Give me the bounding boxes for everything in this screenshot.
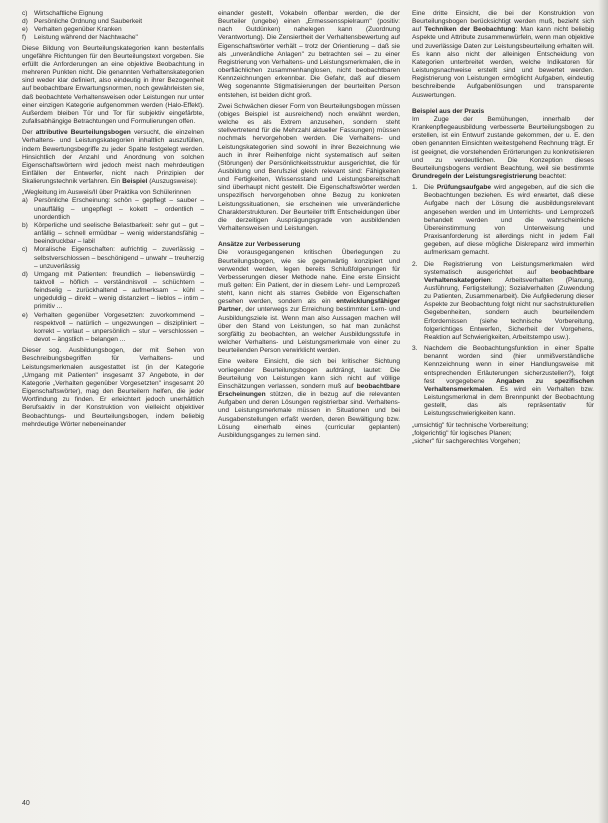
- page-fold-shadow: [598, 0, 608, 823]
- bold-term: Beispiel: [122, 178, 148, 186]
- list-item: [22, 197, 204, 221]
- section-heading: Beispiel aus der Praxis: [412, 107, 485, 115]
- bold-term: entwicklungsfähiger Partner: [218, 298, 400, 314]
- paragraph: einander gestellt, Vokabeln offenbar werden, die der Beurteiler (ungebe) einen „Ermessensspielraum" (positiv: nach Gutdünken) nahelegen kann (Zuordnung Verantwortung). Die Zensiertheit der Verhaltensbewertung auf Eigenschaftswörter verhält – trotz der Orientierung – daß sie als „unverändliche Anlagen" zu betrachten sei – zu einer Registrierung von Verhaltens- und Leistungsmerkmalen, die in oberflächlichen zusammenhanglosen, nicht beobachtbaren Kennzeichnungen erkennbar. Die Gefahr, daß auf diesem Weg sogenannte Stigmatisierungen der beurteilten Person entstehen, ist beiden dicht groß.: [218, 10, 400, 99]
- bold-term: Prüfungsaufgabe: [436, 184, 492, 192]
- list-marker: c): [22, 10, 28, 17]
- list-text: [424, 345, 594, 418]
- list-text: Persönliche Erscheinung: schön – gepflegt – sauber – unauffällig – ungepflegt – kokett – ordentlich – unordentlich: [34, 197, 204, 221]
- list-text: Verhalten gegenüber Kranken: [34, 26, 122, 34]
- list-text: Körperliche und seelische Belastbarkeit: sehr gut – gut – anfällig – schnell ermüdbar – wenig widerstandsfähig – beeindruckbar – labil: [34, 221, 204, 246]
- text-span: : Arbeitsverhalten (Planung, Ausführung, Fertigstellung); Sozialverhalten (Zuwendung zu Patienten, Zusammenarbeit). Die Aufgliederung dieser Aspekte zur Beobachtung folgt nicht nur sachstrukturellen Gegebenheiten, sondern auch beurteilendem Erfordernissen (siehe technische Vorbereitung, folgerichtiges Entwerfen, Sicherheit der Vorgehens, Reaktion auf Schwierigkeiten, Arbeitstempo usw.).: [424, 276, 594, 341]
- list-item: [412, 345, 594, 418]
- text-span: wird angegeben, auf die sich die Beobachtungen beziehen. Es wird erwartet, daß diese Aufgabe nach der Lösung die ausbildungsrelevant angesehen werden und im Unterrichts- und Lernprozeß behandelt werden und die wahrscheinliche Übereinstimmung von Unterweisung und Praxisanforderung ist allerdings nicht in jedem Fall gegeben, auf diese mögliche Diskrepanz wird immerhin aufmerksam gemacht.: [424, 184, 594, 257]
- list-marker: c): [22, 246, 28, 254]
- attribute-list: [22, 197, 204, 344]
- list-text: [424, 261, 594, 343]
- text-span: Die: [424, 184, 437, 192]
- text-column-middle: [218, 10, 400, 440]
- list-item: [22, 246, 204, 270]
- list-marker: 2.: [412, 260, 418, 268]
- text-span: , der unterwegs zur Erreichung bestimmter Lern- und Ausbildungsziele ist. Wenn man also Aussagen machen will über den Stand von Leistungen, so hat man zunächst sorgfältig zu beobachten, an welcher Ausbildungsstufe in welcher Verhaltens- und Leistungsmerkmale von einer zu beurteilenden Person verwirklicht werden.: [218, 306, 400, 355]
- paragraph: [22, 129, 204, 186]
- bold-term: beobachtbare Verhaltenskategorien: [424, 268, 594, 284]
- list-marker: b): [22, 221, 28, 229]
- text-span: Die vorausgegangenen kritischen Überlegungen zu Beurteilungsbogen, wie sie gegenwärtig konzipiert und verwendet werden, legen bereits Schlußfolgerungen für Verbesserungen dieser Methode nahe. Eine erste Einsicht muß gelten: Ein Patient, der in diesem Lehr- und Lernprozeß steht, kann nicht als starres Gebilde von Eigenschaften gesehen werden, sondern als ein: [218, 249, 400, 306]
- list-item: [22, 271, 204, 312]
- text-span: stützen, die in bezug auf die relevanten Aufgaben und deren Lösungen registrierbar sind. Verhaltens- und Leistungsmerkmale müssen in Situationen und bei Ausgabenstellungen erfaßt werden, deren Bewältigung bzw. Lösung einerhalb eines (curricular geplanten) Ausbildungsganges zu lernen sind.: [218, 391, 400, 439]
- list-item: [22, 312, 204, 345]
- text-span: versucht, die einzelnen Verhaltens- und Leistungskategorien inhaltlich auszufüllen, indem Bewertungsbegriffe zu jeder Spalte festgelegt werden. Hinsichtlich der Anzahl und Anordnung von solchen Eigenschaftswörtern wird jedoch meist nach mehrdeutigen Einfällen der Entwerfer, nicht nach Prinzipien der Skalierungstechnik verfahren. Ein: [22, 129, 204, 186]
- list-text: Moralische Eigenschaften: aufrichtig – zuverlässig – selbstverschlossen – beschönigend – unwahr – treuherzig – unzuverlässig: [34, 246, 204, 270]
- list-marker: f): [22, 34, 27, 42]
- text-span: Der: [22, 129, 36, 137]
- text-span: beachtet:: [537, 172, 567, 180]
- text-span: Eine dritte Einsicht, die bei der Konstruktion von Beurteilungsbogen berücksichtigt werden muß, bezieht sich auf: [412, 10, 594, 34]
- text-column-left: [22, 10, 204, 429]
- paragraph: [218, 249, 400, 355]
- bold-term: Techniken der Beobachtung: [424, 26, 516, 34]
- list-marker: e): [22, 26, 28, 34]
- text-span: (Auszugsweise):: [147, 178, 198, 186]
- bold-term: beobachtbare Erscheinungen: [218, 382, 400, 399]
- list-text: Wirtschaftliche Eignung: [34, 10, 103, 17]
- list-marker: 3.: [412, 345, 418, 353]
- list-item: [412, 184, 594, 257]
- list-marker: 1.: [412, 184, 418, 192]
- list-marker: d): [22, 270, 28, 278]
- text-column-right: [412, 10, 594, 446]
- paragraph: [218, 358, 400, 440]
- category-list: [22, 10, 204, 43]
- paragraph: Diese Bildung von Beurteilungskategorien kann bestenfalls ungefähre Richtungen für den Beurteilungstext vorgeben. Sie erfüllt die Anforderungen an eine objektive Beobachtung in mehreren Punkten nicht. Die genannten Verhaltenskategorien sind weder klar definiert, also eindeutig in ihrer Bezogenheit auf beobachtbare Erwartungsnormen, noch gewährleisten sie, daß beobachtete Verhaltensweisen oder Leistungen nur unter einer einzigen Kategorie aufgenommen werden (Halo-Effekt). Außerdem bleiben Tür und Tor für subjektiv eingefärbte, zufallsabhängige Betrachtungen und Formulierungen offen.: [22, 44, 204, 126]
- list-marker: a): [22, 197, 28, 205]
- list-item: [412, 261, 594, 343]
- bold-term: attributive Beurteilungsbogen: [35, 129, 131, 137]
- list-item: [22, 222, 204, 246]
- bold-term: Grundregeln der Leistungsregistrierung: [412, 172, 538, 180]
- text-span: . Es wird ein Verhalten bzw. Leistungsmerkmal in dem Brennpunkt der Beobachtung gestellt, das als repräsentativ für Leistungsschwierigkeiten kann.: [424, 385, 594, 418]
- page-number: 40: [22, 800, 30, 807]
- list-item: [22, 18, 204, 26]
- bold-term: Angaben zu spezifischen Verhaltensmerkmalen: [424, 377, 594, 393]
- paragraph: „sicher" für sachgerechtes Vorgehen;: [412, 437, 521, 445]
- text-span: : Man kann nicht beliebig Aspekte und Attribute zusammenwürfeln, wenn man objektive und zuverlässige Daten zur Leistungsbeurteilung erhalten will. Es kann also nicht der alleinigen Entscheidung von Kategorien unterbreitet werden, welche Indikatoren für Leistungsnachweise erstellt sind und bewertet werden. Registrierung von Leistungen ermöglicht Aufgaben, eindeutig beschreibende Aufgabenlösungen und transparente Auswertungen.: [412, 26, 594, 99]
- list-text: Verhalten gegenüber Vorgesetzten: zuvorkommend – respektvoll – natürlich – ungezwungen – diszipliniert – korrekt – vorlaut – unpersönlich – stur – verschlossen – devot – ängstlich – belangen ...: [34, 311, 204, 344]
- list-item: [22, 26, 204, 34]
- text-span: Die Registrierung von Leistungsmerkmalen wird systematisch ausgerichtet auf: [424, 260, 594, 276]
- text-span: Im Zuge der Bemühungen, innerhalb der Krankenpflegeausbildung verbesserte Beurteilungsbogen zu erstellen, ist ein Entwurf zustande gekommen, der u. E. den oben genannten Einsichten weitestgehend Rechnung trägt. Er ist geeignet, die vorstehenden Erörterungen zu konkretisieren und zu verdeutlichen. Die Konzeption dieses Beurteilungsbogens verdient Beachtung, weil sie bestimmte: [412, 115, 594, 172]
- paragraph: Zwei Schwächen dieser Form von Beurteilungsbogen müssen (obiges Beispiel ist ausreichend) noch erwähnt werden, welche es als Extrem anzusehen, sondern steht stellvertretend für die Mehrzahl aktueller Fassungen) müssen nochmals hervorgehoben werden. Die Verhaltens- und Leistungskategorien sind sowohl in ihrer Bezeichnung wie auch in ihrer Reihenfolge nicht systematisch auf seiten (Störungen) der Persönlichkeitsstruktur ausgerichtet, die für Ausbildung und Berufsziel gleich relevant sind: Fähigkeiten und Fertigkeiten, Wissensstand und Leistungsbereitschaft sind überhaupt nicht gestellt. Die Eigenschaftswörter werden unspezifisch hervorgehoben ohne Bezug zu konkreten Leistungssituationen, sie erscheinen wie unveränderliche Charakterstrukturen. Der Beurteiler trifft Entscheidungen über die derzeitigen Ausprägungsgrade von ausbildenden Verhaltensweisen und Leistungen.: [218, 102, 400, 233]
- section-heading: Ansätze zur Verbesserung: [218, 241, 301, 249]
- list-text: Leistung während der Nachtwache": [34, 34, 138, 42]
- paragraph: „umsichtig" für technische Vorbereitung;: [412, 421, 529, 429]
- list-item: [22, 34, 204, 42]
- numbered-list: [412, 184, 594, 418]
- list-marker: e): [22, 311, 28, 319]
- paragraph: [412, 10, 594, 100]
- list-text: Persönliche Ordnung und Sauberkeit: [34, 18, 143, 26]
- list-marker: d): [22, 18, 28, 26]
- text-span: Eine weitere Einsicht, die sich bei kritischer Sichtung vorliegender Beurteilungsbogen aufdrängt, lautet: Die Beurteilung von Leistungen kann sich nicht auf völlige Einschätzungen verlassen, sondern muß auf: [218, 358, 400, 390]
- paragraph: [412, 116, 594, 181]
- paragraph: Dieser sog. Ausbildungsbogen, der mit Sehen von Beschreibungsbegriffen für Verhaltens- und Leistungsmerkmalen ausgestattet ist (in der Kategorie „Umgang mit Patienten" insgesamt 37 Angebote, in der Kategorie „Verhalten gegenüber Vorgesetzten" insgesamt 20 Eigenschaftswörter), mag den Beurteilern helfen, die jeder Wortfindung zu finden. Er erleichtert jedoch unerhältlich Berufsaktiv in der Konstruktion von vielleicht objektiver Beobachtungs- und Beurteilungsbogen, indem beliebig mehrdeutige Wörter nebeneinander: [22, 347, 204, 428]
- paragraph: „folgerichtig" für logisches Planen;: [412, 429, 512, 437]
- list-item: [22, 10, 204, 18]
- list-text: [424, 184, 594, 257]
- text-span: Nachdem die Beobachtungsfunktion in einer Spalte benannt worden sind (hier unmißverständliche Kennzeichnung wenn in einer Handlungsweise mit entsprechenden Erläuterungen sicherzustellen?), folgt fest vorgegebene: [424, 345, 594, 385]
- list-text: Umgang mit Patienten: freundlich – liebenswürdig – taktvoll – höflich – verständnisvoll – schüchtern – feindselig – zurückhaltend – aufmerksam – kühl – ungeduldig – direkt – wenig distanziert – lieblos – intim – primitiv ...: [34, 270, 204, 311]
- quote-line: „Wegleitung im Ausweis/II über Praktika von Schülerinnen: [22, 189, 191, 197]
